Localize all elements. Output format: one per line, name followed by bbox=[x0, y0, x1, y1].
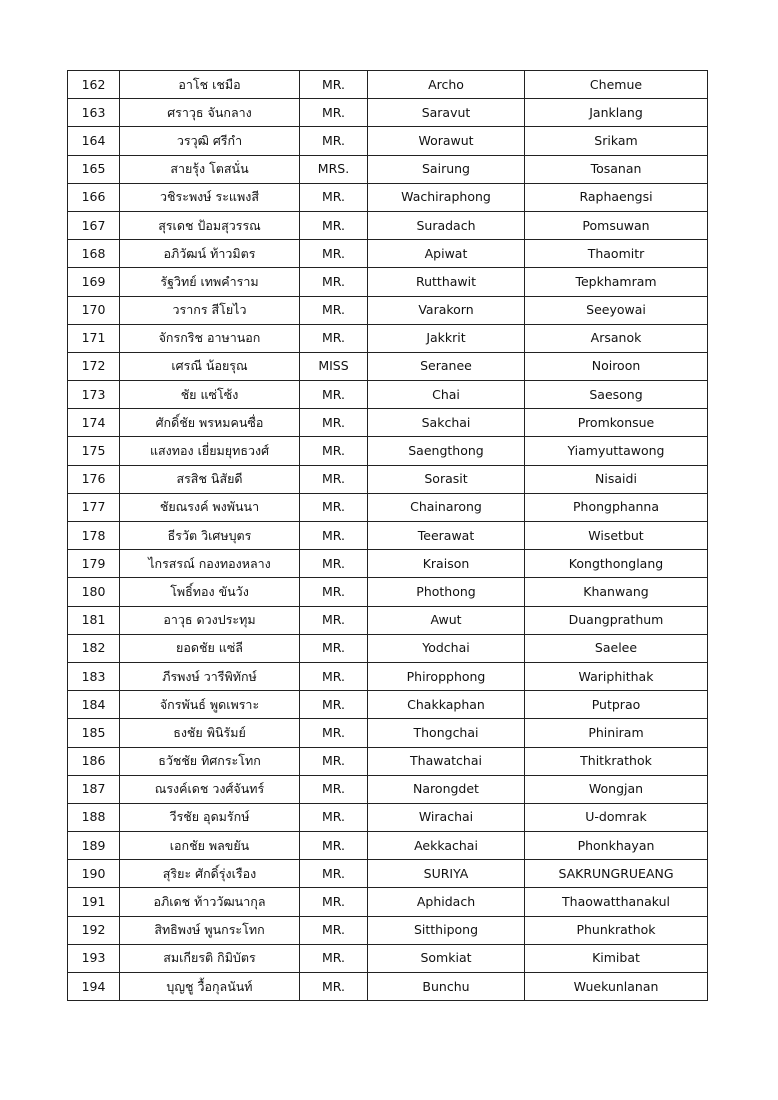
table-row bbox=[68, 493, 708, 521]
name-title: MR. bbox=[300, 832, 368, 860]
name-list-body bbox=[68, 71, 708, 1001]
first-name: Sakchai bbox=[368, 409, 525, 437]
row-number: 193 bbox=[68, 944, 120, 972]
thai-name: ศักดิ์ชัย พรหมคนซื่อ bbox=[120, 409, 300, 437]
name-list-table bbox=[67, 70, 708, 1001]
last-name: Phongphanna bbox=[525, 493, 708, 521]
name-title: MR. bbox=[300, 211, 368, 239]
last-name: Wariphithak bbox=[525, 662, 708, 690]
thai-name: ศราวุธ จันกลาง bbox=[120, 99, 300, 127]
row-number: 185 bbox=[68, 719, 120, 747]
table-row bbox=[68, 324, 708, 352]
thai-name: วรวุฒิ ศรีกำ bbox=[120, 127, 300, 155]
last-name: Srikam bbox=[525, 127, 708, 155]
name-title: MR. bbox=[300, 973, 368, 1001]
thai-name: สรสิช นิสัยดี bbox=[120, 465, 300, 493]
row-number: 181 bbox=[68, 606, 120, 634]
row-number: 191 bbox=[68, 888, 120, 916]
table-row bbox=[68, 860, 708, 888]
name-title: MISS bbox=[300, 352, 368, 380]
thai-name: บุญชู วื้อกุลนันท์ bbox=[120, 973, 300, 1001]
thai-name: เอกชัย พลขยัน bbox=[120, 832, 300, 860]
row-number: 178 bbox=[68, 522, 120, 550]
first-name: Teerawat bbox=[368, 522, 525, 550]
first-name: Worawut bbox=[368, 127, 525, 155]
last-name: Kimibat bbox=[525, 944, 708, 972]
name-title: MR. bbox=[300, 860, 368, 888]
last-name: Promkonsue bbox=[525, 409, 708, 437]
row-number: 182 bbox=[68, 634, 120, 662]
row-number: 194 bbox=[68, 973, 120, 1001]
table-row bbox=[68, 578, 708, 606]
name-title: MR. bbox=[300, 747, 368, 775]
first-name: Thawatchai bbox=[368, 747, 525, 775]
thai-name: ธวัชชัย ทิศกระโทก bbox=[120, 747, 300, 775]
row-number: 173 bbox=[68, 381, 120, 409]
name-title: MR. bbox=[300, 888, 368, 916]
last-name: Arsanok bbox=[525, 324, 708, 352]
last-name: U-domrak bbox=[525, 803, 708, 831]
first-name: Aphidach bbox=[368, 888, 525, 916]
row-number: 189 bbox=[68, 832, 120, 860]
name-title: MR. bbox=[300, 634, 368, 662]
thai-name: วรากร สีโยไว bbox=[120, 296, 300, 324]
thai-name: ไกรสรณ์ กองทองหลาง bbox=[120, 550, 300, 578]
first-name: Thongchai bbox=[368, 719, 525, 747]
thai-name: ยอดชัย แซ่ลี bbox=[120, 634, 300, 662]
last-name: Phonkhayan bbox=[525, 832, 708, 860]
row-number: 172 bbox=[68, 352, 120, 380]
row-number: 166 bbox=[68, 183, 120, 211]
first-name: Kraison bbox=[368, 550, 525, 578]
last-name: Tepkhamram bbox=[525, 268, 708, 296]
thai-name: วีรชัย อุดมรักษ์ bbox=[120, 803, 300, 831]
last-name: Phunkrathok bbox=[525, 916, 708, 944]
table-row bbox=[68, 352, 708, 380]
name-title: MR. bbox=[300, 691, 368, 719]
table-row bbox=[68, 211, 708, 239]
last-name: Thaomitr bbox=[525, 240, 708, 268]
row-number: 192 bbox=[68, 916, 120, 944]
last-name: Noiroon bbox=[525, 352, 708, 380]
table-row bbox=[68, 465, 708, 493]
name-title: MR. bbox=[300, 578, 368, 606]
first-name: Seranee bbox=[368, 352, 525, 380]
name-title: MRS. bbox=[300, 155, 368, 183]
table-row bbox=[68, 944, 708, 972]
last-name: Janklang bbox=[525, 99, 708, 127]
name-title: MR. bbox=[300, 381, 368, 409]
first-name: Chai bbox=[368, 381, 525, 409]
last-name: Thitkrathok bbox=[525, 747, 708, 775]
thai-name: สิทธิพงษ์ พูนกระโทก bbox=[120, 916, 300, 944]
first-name: Sitthipong bbox=[368, 916, 525, 944]
first-name: Wachiraphong bbox=[368, 183, 525, 211]
thai-name: วชิระพงษ์ ระแพงสี bbox=[120, 183, 300, 211]
table-row bbox=[68, 155, 708, 183]
last-name: Putprao bbox=[525, 691, 708, 719]
table-row bbox=[68, 662, 708, 690]
table-row bbox=[68, 296, 708, 324]
first-name: Apiwat bbox=[368, 240, 525, 268]
row-number: 183 bbox=[68, 662, 120, 690]
name-title: MR. bbox=[300, 240, 368, 268]
name-title: MR. bbox=[300, 127, 368, 155]
thai-name: สายรุ้ง โตสนั่น bbox=[120, 155, 300, 183]
last-name: Phiniram bbox=[525, 719, 708, 747]
table-row bbox=[68, 832, 708, 860]
name-title: MR. bbox=[300, 775, 368, 803]
table-row bbox=[68, 268, 708, 296]
thai-name: สมเกียรติ กิมิบัตร bbox=[120, 944, 300, 972]
first-name: Rutthawit bbox=[368, 268, 525, 296]
first-name: Suradach bbox=[368, 211, 525, 239]
last-name: Wisetbut bbox=[525, 522, 708, 550]
last-name: Tosanan bbox=[525, 155, 708, 183]
thai-name: แสงทอง เยี่ยมยุทธวงศ์ bbox=[120, 437, 300, 465]
last-name: Kongthonglang bbox=[525, 550, 708, 578]
table-row bbox=[68, 691, 708, 719]
first-name: Sairung bbox=[368, 155, 525, 183]
last-name: Yiamyuttawong bbox=[525, 437, 708, 465]
row-number: 164 bbox=[68, 127, 120, 155]
first-name: Varakorn bbox=[368, 296, 525, 324]
row-number: 165 bbox=[68, 155, 120, 183]
first-name: Phothong bbox=[368, 578, 525, 606]
name-title: MR. bbox=[300, 606, 368, 634]
table-row bbox=[68, 522, 708, 550]
thai-name: รัฐวิทย์ เทพคำราม bbox=[120, 268, 300, 296]
table-row bbox=[68, 409, 708, 437]
table-row bbox=[68, 183, 708, 211]
thai-name: สุริยะ ศักดิ์รุ่งเรือง bbox=[120, 860, 300, 888]
table-row bbox=[68, 71, 708, 99]
first-name: Aekkachai bbox=[368, 832, 525, 860]
last-name: Raphaengsi bbox=[525, 183, 708, 211]
table-row bbox=[68, 719, 708, 747]
name-title: MR. bbox=[300, 916, 368, 944]
table-row bbox=[68, 747, 708, 775]
name-title: MR. bbox=[300, 493, 368, 521]
table-row bbox=[68, 437, 708, 465]
thai-name: อาวุธ ดวงประทุม bbox=[120, 606, 300, 634]
name-title: MR. bbox=[300, 268, 368, 296]
thai-name: สุรเดช ป้อมสุวรรณ bbox=[120, 211, 300, 239]
name-title: MR. bbox=[300, 719, 368, 747]
first-name: Wirachai bbox=[368, 803, 525, 831]
last-name: Seeyowai bbox=[525, 296, 708, 324]
last-name: Khanwang bbox=[525, 578, 708, 606]
row-number: 175 bbox=[68, 437, 120, 465]
thai-name: ธีรวัต วิเศษบุตร bbox=[120, 522, 300, 550]
name-title: MR. bbox=[300, 296, 368, 324]
row-number: 184 bbox=[68, 691, 120, 719]
row-number: 176 bbox=[68, 465, 120, 493]
table-row bbox=[68, 916, 708, 944]
first-name: Saengthong bbox=[368, 437, 525, 465]
name-title: MR. bbox=[300, 183, 368, 211]
last-name: Nisaidi bbox=[525, 465, 708, 493]
first-name: Phiropphong bbox=[368, 662, 525, 690]
name-title: MR. bbox=[300, 944, 368, 972]
table-row bbox=[68, 775, 708, 803]
name-title: MR. bbox=[300, 803, 368, 831]
first-name: Chainarong bbox=[368, 493, 525, 521]
name-title: MR. bbox=[300, 324, 368, 352]
last-name: SAKRUNGRUEANG bbox=[525, 860, 708, 888]
last-name: Wongjan bbox=[525, 775, 708, 803]
name-title: MR. bbox=[300, 437, 368, 465]
row-number: 187 bbox=[68, 775, 120, 803]
name-title: MR. bbox=[300, 409, 368, 437]
row-number: 169 bbox=[68, 268, 120, 296]
row-number: 190 bbox=[68, 860, 120, 888]
thai-name: ณรงค์เดช วงศ์จันทร์ bbox=[120, 775, 300, 803]
row-number: 168 bbox=[68, 240, 120, 268]
table-row bbox=[68, 606, 708, 634]
row-number: 167 bbox=[68, 211, 120, 239]
row-number: 177 bbox=[68, 493, 120, 521]
first-name: Yodchai bbox=[368, 634, 525, 662]
first-name: Bunchu bbox=[368, 973, 525, 1001]
name-title: MR. bbox=[300, 522, 368, 550]
thai-name: จักรพันธ์ พูดเพราะ bbox=[120, 691, 300, 719]
first-name: SURIYA bbox=[368, 860, 525, 888]
row-number: 170 bbox=[68, 296, 120, 324]
name-title: MR. bbox=[300, 662, 368, 690]
table-row bbox=[68, 381, 708, 409]
thai-name: จักรกริช อาษานอก bbox=[120, 324, 300, 352]
last-name: Chemue bbox=[525, 71, 708, 99]
table-row bbox=[68, 99, 708, 127]
table-row bbox=[68, 888, 708, 916]
row-number: 186 bbox=[68, 747, 120, 775]
document-page bbox=[67, 70, 707, 1001]
thai-name: ภีรพงษ์ วารีพิทักษ์ bbox=[120, 662, 300, 690]
thai-name: โพธิ์ทอง ขันวัง bbox=[120, 578, 300, 606]
row-number: 179 bbox=[68, 550, 120, 578]
row-number: 163 bbox=[68, 99, 120, 127]
thai-name: ชัย แซ่โซ้ง bbox=[120, 381, 300, 409]
thai-name: ชัยณรงค์ พงพันนา bbox=[120, 493, 300, 521]
table-row bbox=[68, 803, 708, 831]
thai-name: อภิวัฒน์ ท้าวมิตร bbox=[120, 240, 300, 268]
name-title: MR. bbox=[300, 550, 368, 578]
name-title: MR. bbox=[300, 465, 368, 493]
row-number: 188 bbox=[68, 803, 120, 831]
thai-name: อภิเดช ท้าววัฒนากุล bbox=[120, 888, 300, 916]
last-name: Thaowatthanakul bbox=[525, 888, 708, 916]
table-row bbox=[68, 127, 708, 155]
last-name: Duangprathum bbox=[525, 606, 708, 634]
first-name: Narongdet bbox=[368, 775, 525, 803]
name-title: MR. bbox=[300, 99, 368, 127]
row-number: 171 bbox=[68, 324, 120, 352]
last-name: Pomsuwan bbox=[525, 211, 708, 239]
name-title: MR. bbox=[300, 71, 368, 99]
first-name: Chakkaphan bbox=[368, 691, 525, 719]
row-number: 180 bbox=[68, 578, 120, 606]
first-name: Archo bbox=[368, 71, 525, 99]
first-name: Awut bbox=[368, 606, 525, 634]
first-name: Sorasit bbox=[368, 465, 525, 493]
first-name: Somkiat bbox=[368, 944, 525, 972]
table-row bbox=[68, 973, 708, 1001]
last-name: Saelee bbox=[525, 634, 708, 662]
thai-name: อาโช เชมือ bbox=[120, 71, 300, 99]
row-number: 162 bbox=[68, 71, 120, 99]
last-name: Saesong bbox=[525, 381, 708, 409]
thai-name: เศรณี น้อยรุณ bbox=[120, 352, 300, 380]
first-name: Jakkrit bbox=[368, 324, 525, 352]
row-number: 174 bbox=[68, 409, 120, 437]
last-name: Wuekunlanan bbox=[525, 973, 708, 1001]
thai-name: ธงชัย พินิรัมย์ bbox=[120, 719, 300, 747]
table-row bbox=[68, 550, 708, 578]
first-name: Saravut bbox=[368, 99, 525, 127]
table-row bbox=[68, 634, 708, 662]
table-row bbox=[68, 240, 708, 268]
